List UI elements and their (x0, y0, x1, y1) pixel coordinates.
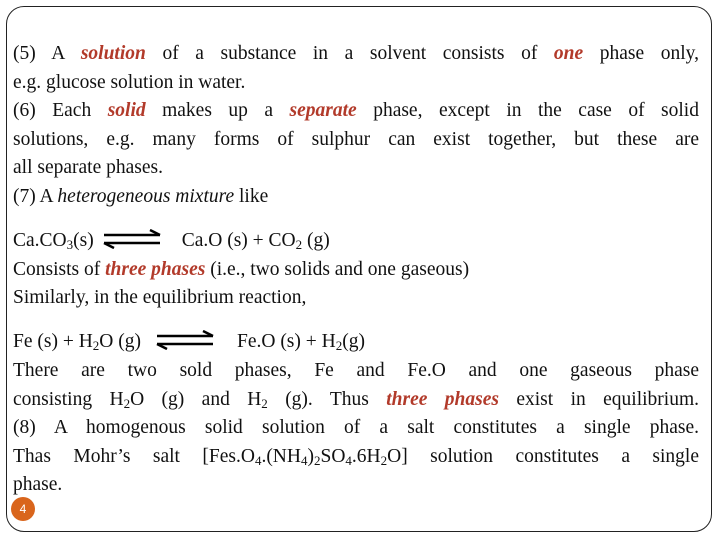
eq2-line2: consisting $H_2O$ (g) and $H_2$ (g). Thus three phases exist in equilibrium. (13, 388, 699, 411)
page-number-badge: 4 (11, 497, 35, 521)
p6-line3: all separate phases. (13, 157, 163, 179)
equilibrium-arrows-icon (155, 330, 215, 350)
term-three-phases: three phases (105, 258, 206, 280)
eq2-line1: There are two sold phases, Fe and Fe.O and one gaseous phase (13, 359, 699, 381)
eq1-consists-line: Consists of three phases (i.e., two solids and one gaseous) (13, 258, 470, 280)
term-separate: separate (289, 100, 357, 122)
term-solid: solid (107, 100, 146, 122)
p5-line2: e.g. glucose solution in water. (13, 71, 246, 93)
p8-line3: phase. (13, 474, 63, 496)
p6-line1: (6) Each solid makes up a separate phase, except in the case of solid (13, 100, 699, 122)
equation-1: $Ca.CO_3(s)$ Ca.O $(s) + CO_2$ (g) (13, 230, 330, 253)
equilibrium-arrows-icon (102, 229, 162, 249)
p8-line2: Thas Mohr’s salt $[Fes.O_4.(NH_4)_2SO_4.6H_2O]$ solution constitutes a single (13, 445, 699, 468)
p6-line2: solutions, e.g. many forms of sulphur can exist together, but these are (13, 128, 699, 150)
p8-line1: (8) A homogenous solid solution of a salt constitutes a single phase. (13, 417, 699, 439)
term-three-phases-2: three phases (386, 388, 499, 410)
term-heterogeneous-mixture: heterogeneous mixture (57, 185, 235, 207)
term-solution: solution (80, 43, 146, 64)
equation-2: Fe $(s) + H_2O$ (g) Fe.O $(s) + H_2(g)$ (13, 331, 365, 354)
p5-line1: (5) A solution of a substance in a solvent consists of one phase only, (13, 43, 699, 64)
p7-line1: (7) A heterogeneous mixture like (13, 185, 269, 207)
slide-body (13, 40, 699, 500)
term-one: one (553, 43, 584, 64)
eq1-similarly-line: Similarly, in the equilibrium reaction, (13, 287, 307, 309)
